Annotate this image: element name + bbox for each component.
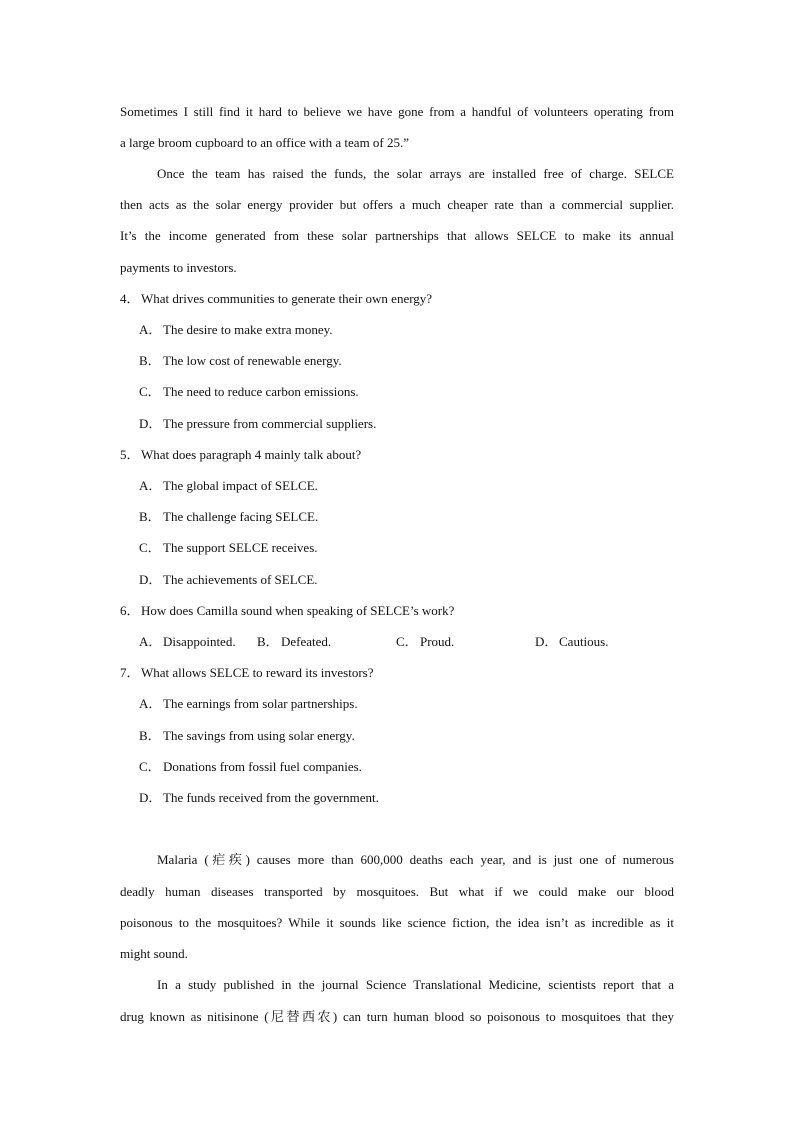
question-5-option-a bbox=[139, 477, 693, 495]
question-7-stem bbox=[120, 664, 674, 682]
question-7-option-a bbox=[139, 695, 693, 713]
question-number: 6． bbox=[120, 603, 140, 618]
passage2-line-4: might sound. bbox=[120, 946, 188, 961]
question-6-option-b bbox=[257, 633, 331, 651]
option-text: The challenge facing SELCE. bbox=[163, 509, 319, 524]
question-4-option-d bbox=[139, 415, 693, 433]
passage2-line-1: Malaria (疟疾) causes more than 600,000 deaths each year, and is just one of numerous bbox=[157, 852, 674, 867]
option-letter: C． bbox=[396, 634, 418, 649]
passage1-line-6: payments to investors. bbox=[120, 260, 237, 275]
question-number: 5． bbox=[120, 447, 140, 462]
passage2-line-6: drug known as nitisinone (尼替西农) can turn human blood so poisonous to mosquitoes that they bbox=[120, 1009, 674, 1024]
passage1-line-5: It’s the income generated from these solar partnerships that allows SELCE to make its annual bbox=[120, 228, 674, 243]
question-text: What does paragraph 4 mainly talk about? bbox=[141, 447, 362, 462]
question-text: What drives communities to generate their own energy? bbox=[141, 291, 433, 306]
option-letter: B． bbox=[257, 634, 279, 649]
option-letter: C． bbox=[139, 759, 161, 774]
option-letter: D． bbox=[139, 790, 162, 805]
passage2-line-5: In a study published in the journal Science Translational Medicine, scientists report that a bbox=[157, 977, 674, 992]
passage1-line-3: Once the team has raised the funds, the solar arrays are installed free of charge. SELCE bbox=[157, 166, 674, 181]
option-letter: B． bbox=[139, 728, 161, 743]
option-letter: A． bbox=[139, 634, 162, 649]
question-text: How does Camilla sound when speaking of SELCE’s work? bbox=[141, 603, 455, 618]
question-number: 4． bbox=[120, 291, 140, 306]
option-text: The low cost of renewable energy. bbox=[163, 353, 342, 368]
question-5-option-b bbox=[139, 508, 693, 526]
option-letter: A． bbox=[139, 696, 162, 711]
option-text: The desire to make extra money. bbox=[163, 322, 333, 337]
question-5-stem bbox=[120, 446, 674, 464]
option-letter: B． bbox=[139, 509, 161, 524]
option-text: The global impact of SELCE. bbox=[163, 478, 318, 493]
question-5-option-c bbox=[139, 539, 693, 557]
option-text: The need to reduce carbon emissions. bbox=[163, 384, 359, 399]
question-number: 7． bbox=[120, 665, 140, 680]
option-letter: A． bbox=[139, 322, 162, 337]
option-letter: A． bbox=[139, 478, 162, 493]
option-text: Proud. bbox=[420, 634, 455, 649]
option-text: The support SELCE receives. bbox=[163, 540, 318, 555]
option-letter: D． bbox=[535, 634, 558, 649]
question-4-option-c bbox=[139, 383, 693, 401]
option-text: Donations from fossil fuel companies. bbox=[163, 759, 362, 774]
option-text: Defeated. bbox=[281, 634, 332, 649]
question-7-option-b bbox=[139, 727, 693, 745]
option-letter: D． bbox=[139, 572, 162, 587]
option-text: The savings from using solar energy. bbox=[163, 728, 355, 743]
question-7-option-d bbox=[139, 789, 693, 807]
passage2-line-2: deadly human diseases transported by mosquitoes. But what if we could make our blood bbox=[120, 884, 674, 899]
passage1-line-2: a large broom cupboard to an office with a team of 25.” bbox=[120, 135, 410, 150]
passage1-line-1: Sometimes I still find it hard to believe we have gone from a handful of volunteers operating from bbox=[120, 104, 674, 119]
question-text: What allows SELCE to reward its investors? bbox=[141, 665, 374, 680]
question-6-option-a bbox=[139, 633, 236, 651]
question-6-option-d bbox=[535, 633, 608, 651]
question-4-option-b bbox=[139, 352, 693, 370]
question-4-stem bbox=[120, 290, 674, 308]
option-letter: B． bbox=[139, 353, 161, 368]
question-5-option-d bbox=[139, 571, 693, 589]
option-text: The pressure from commercial suppliers. bbox=[163, 416, 377, 431]
option-text: Disappointed. bbox=[163, 634, 236, 649]
option-text: Cautious. bbox=[559, 634, 609, 649]
option-text: The funds received from the government. bbox=[163, 790, 379, 805]
option-text: The earnings from solar partnerships. bbox=[163, 696, 358, 711]
option-text: The achievements of SELCE. bbox=[163, 572, 318, 587]
option-letter: C． bbox=[139, 384, 161, 399]
passage1-line-4: then acts as the solar energy provider but offers a much cheaper rate than a commercial supplier. bbox=[120, 197, 674, 212]
question-6-stem bbox=[120, 602, 674, 620]
option-letter: D． bbox=[139, 416, 162, 431]
passage2-line-3: poisonous to the mosquitoes? While it sounds like science fiction, the idea isn’t as incredible as it bbox=[120, 915, 674, 930]
question-7-option-c bbox=[139, 758, 693, 776]
option-letter: C． bbox=[139, 540, 161, 555]
question-6-option-c bbox=[396, 633, 454, 651]
question-4-option-a bbox=[139, 321, 693, 339]
